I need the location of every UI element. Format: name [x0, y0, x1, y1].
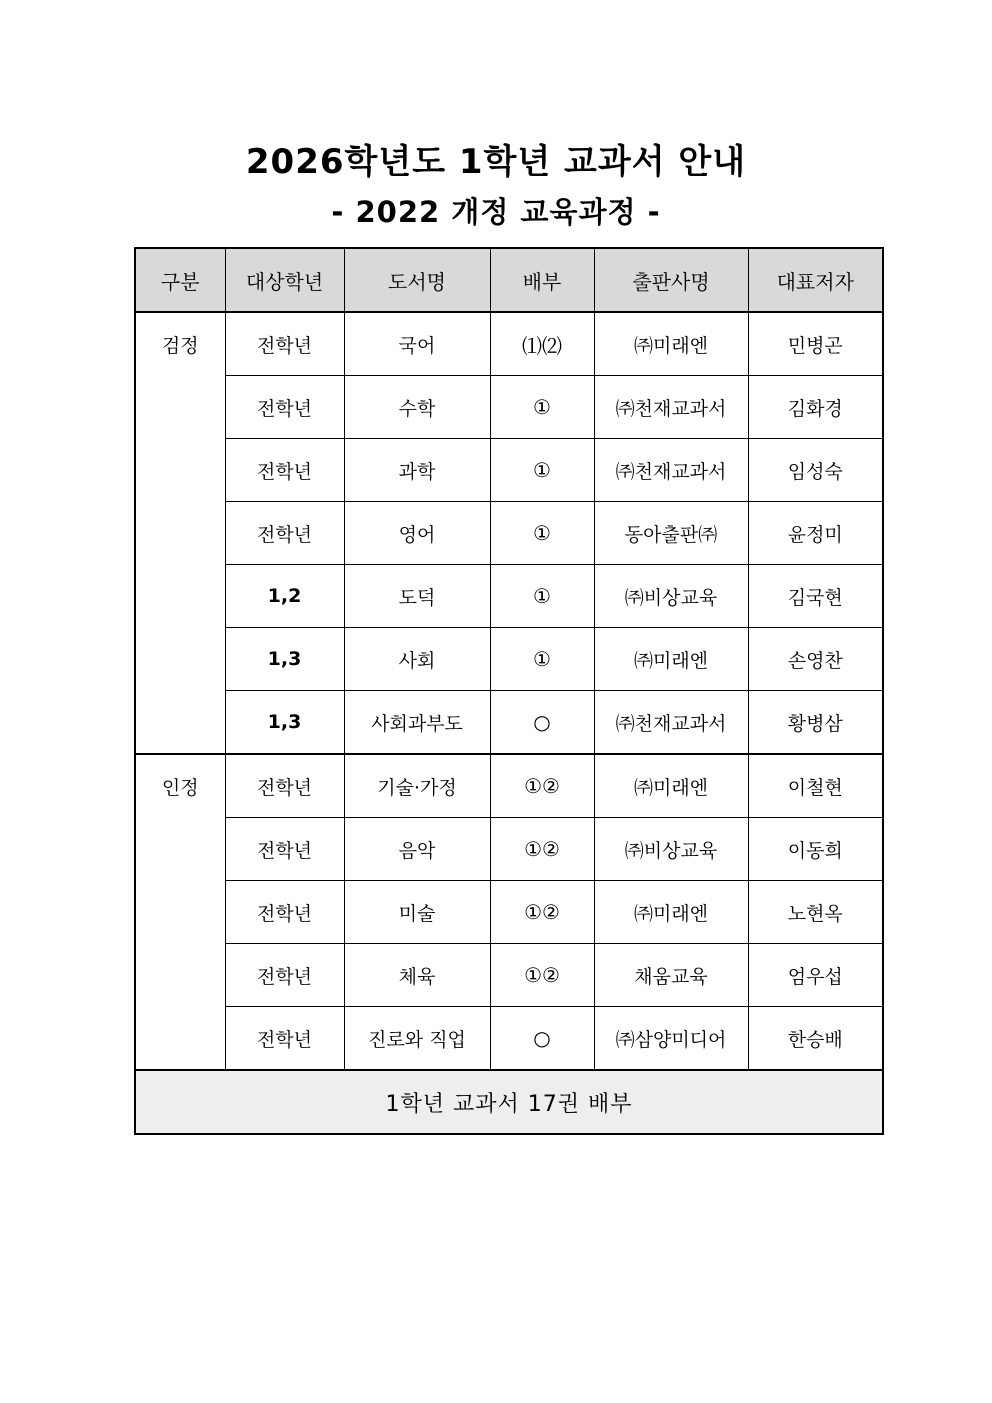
author-cell: 김국현	[748, 565, 883, 628]
publisher-cell: ㈜미래엔	[594, 881, 748, 944]
distribution-cell: ⑴⑵	[490, 312, 594, 376]
publisher-cell: ㈜천재교과서	[594, 376, 748, 439]
distribution-cell: ①	[490, 565, 594, 628]
publisher-cell: ㈜천재교과서	[594, 691, 748, 755]
publisher-cell: 동아출판㈜	[594, 502, 748, 565]
category-cell: 검정	[135, 312, 225, 754]
publisher-cell: ㈜미래엔	[594, 628, 748, 691]
distribution-cell: ○	[490, 1007, 594, 1071]
publisher-cell: ㈜비상교육	[594, 818, 748, 881]
grade-cell: 전학년	[225, 944, 344, 1007]
author-cell: 황병삼	[748, 691, 883, 755]
publisher-cell: ㈜비상교육	[594, 565, 748, 628]
book-cell: 도덕	[344, 565, 490, 628]
author-cell: 노현옥	[748, 881, 883, 944]
table-row	[135, 312, 883, 376]
header-book-title: 도서명	[344, 248, 490, 312]
table-row	[135, 691, 883, 755]
distribution-cell: ①②	[490, 944, 594, 1007]
author-cell: 손영찬	[748, 628, 883, 691]
book-cell: 체육	[344, 944, 490, 1007]
book-cell: 미술	[344, 881, 490, 944]
author-cell: 이동희	[748, 818, 883, 881]
table-row	[135, 818, 883, 881]
distribution-cell: ①	[490, 502, 594, 565]
table-row	[135, 881, 883, 944]
table-row	[135, 944, 883, 1007]
distribution-cell: ①②	[490, 754, 594, 818]
header-author: 대표저자	[748, 248, 883, 312]
publisher-cell: ㈜삼양미디어	[594, 1007, 748, 1071]
author-cell: 한승배	[748, 1007, 883, 1071]
table-row	[135, 754, 883, 818]
author-cell: 민병곤	[748, 312, 883, 376]
header-category: 구분	[135, 248, 225, 312]
grade-cell: 전학년	[225, 439, 344, 502]
document-title: 2026학년도 1학년 교과서 안내	[245, 142, 747, 182]
distribution-cell: ①	[490, 376, 594, 439]
header-grade: 대상학년	[225, 248, 344, 312]
author-cell: 김화경	[748, 376, 883, 439]
book-cell: 과학	[344, 439, 490, 502]
document-subtitle: - 2022 개정 교육과정 -	[331, 195, 661, 229]
author-cell: 엄우섭	[748, 944, 883, 1007]
publisher-cell: ㈜미래엔	[594, 312, 748, 376]
book-cell: 기술·가정	[344, 754, 490, 818]
book-cell: 사회	[344, 628, 490, 691]
book-cell: 진로와 직업	[344, 1007, 490, 1071]
distribution-cell: ①	[490, 628, 594, 691]
header-distribution: 배부	[490, 248, 594, 312]
grade-cell: 1,2	[225, 565, 344, 628]
table-row	[135, 628, 883, 691]
grade-cell: 1,3	[225, 628, 344, 691]
distribution-summary: 1학년 교과서 17권 배부	[135, 1070, 883, 1134]
author-cell: 임성숙	[748, 439, 883, 502]
book-cell: 음악	[344, 818, 490, 881]
table-row	[135, 502, 883, 565]
grade-cell: 전학년	[225, 1007, 344, 1071]
category-cell: 인정	[135, 754, 225, 1070]
grade-cell: 1,3	[225, 691, 344, 755]
table-row	[135, 565, 883, 628]
grade-cell: 전학년	[225, 502, 344, 565]
distribution-cell: ①②	[490, 881, 594, 944]
publisher-cell: ㈜미래엔	[594, 754, 748, 818]
book-cell: 수학	[344, 376, 490, 439]
book-cell: 사회과부도	[344, 691, 490, 755]
table-footer-row	[135, 1070, 883, 1134]
distribution-cell: ①	[490, 439, 594, 502]
book-cell: 영어	[344, 502, 490, 565]
distribution-cell: ○	[490, 691, 594, 755]
publisher-cell: 채움교육	[594, 944, 748, 1007]
table-header-row	[135, 248, 883, 312]
author-cell: 이철현	[748, 754, 883, 818]
publisher-cell: ㈜천재교과서	[594, 439, 748, 502]
grade-cell: 전학년	[225, 376, 344, 439]
grade-cell: 전학년	[225, 312, 344, 376]
table-row	[135, 376, 883, 439]
table-row	[135, 1007, 883, 1071]
grade-cell: 전학년	[225, 818, 344, 881]
header-publisher: 출판사명	[594, 248, 748, 312]
distribution-cell: ①②	[490, 818, 594, 881]
book-cell: 국어	[344, 312, 490, 376]
textbook-table	[134, 247, 884, 1135]
grade-cell: 전학년	[225, 881, 344, 944]
grade-cell: 전학년	[225, 754, 344, 818]
author-cell: 윤정미	[748, 502, 883, 565]
table-row	[135, 439, 883, 502]
